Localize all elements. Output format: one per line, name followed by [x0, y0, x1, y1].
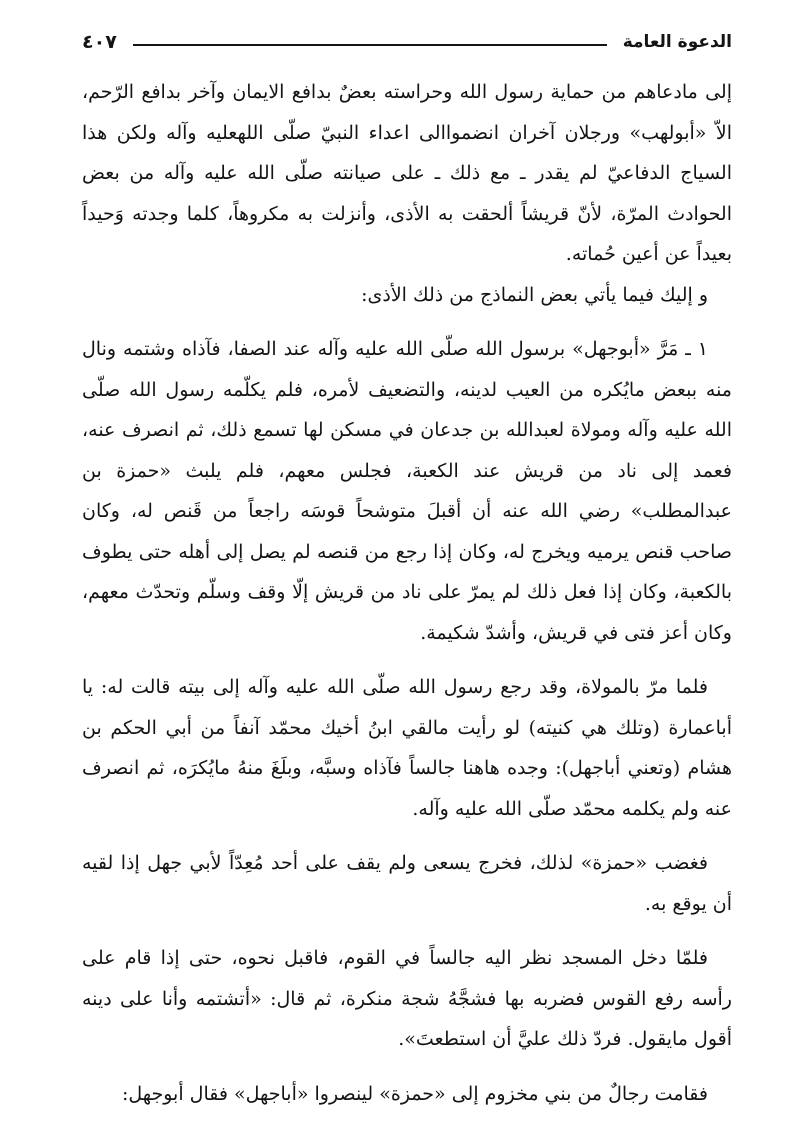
- paragraph-item-1: ١ ـ مَرَّ «أبوجهل» برسول الله صلّى الله عليه وآله عند الصفا، فآذاه وشتمه ونال منه ببعض مايُكره من العيب لدينه، والتضعيف لأمره، فلم يكلّمه رسول الله صلّى الله عليه وآله ومولاة لعبدالله بن جدعان في مسكن لها تسمع ذلك، ثم انصرف عنه، فعمد إلى ناد من قريش عند الكعبة، فجلس معهم، فلم يلبث «حمزة بن عبدالمطلب» رضي الله عنه أن أقبلَ متوشحاً قوسَه راجعاً من قَنص له، وكان صاحب قنص يرميه ويخرج له، وكان إذا رجع من قنصه لم يصل إلى أهله حتى يطوف بالكعبة، وكان إذا فعل ذلك لم يمرّ على ناد من قريش إلّا وقف وسلّم وتحدّث معهم، وكان أعز فتى في قريش، وأشدّ شكيمة.: [82, 338, 732, 644]
- book-page: [82, 22, 732, 1114]
- page-header: [82, 22, 732, 62]
- paragraph-mawla: فلما مرّ بالمولاة، وقد رجع رسول الله صلّى الله عليه وآله إلى بيته قالت له: يا أباعمارة (وتلك هي كنيته) لو رأيت مالقي ابنُ أخيك محمّد آنفاً من أبي الحكم بن هشام (وتعني أباجهل): وجده هاهنا جالساً فآذاه وسبَّه، وبلَغَ منهُ مايُكرَه، ثم انصرف عنه ولم يكلمه محمّد صلّى الله عليه وآله.: [82, 676, 732, 820]
- header-rule: [133, 44, 607, 46]
- paragraph-mosque: فلمّا دخل المسجد نظر اليه جالساً في القوم، فاقبل نحوه، حتى إذا قام على رأسه رفع القوس فضربه بها فشجَّهُ شجة منكرة، ثم قال: «أتشتمه وأنا على دينه أقول مايقول. فردّ ذلك عليَّ أن استطعتَ».: [82, 947, 732, 1050]
- running-title: الدعوة العامة: [622, 32, 732, 52]
- body-text: [82, 72, 732, 1114]
- paragraph-hamza-anger: فغضب «حمزة» لذلك، فخرج يسعى ولم يقف على أحد مُعِدّاً لأبي جهل إذا لقيه أن يوقع به.: [82, 852, 732, 915]
- paragraph-makhzum: فقامت رجالٌ من بني مخزوم إلى «حمزة» لينصروا «أباجهل» فقال أبوجهل:: [121, 1082, 708, 1105]
- page-number: ٤٠٧: [82, 31, 117, 53]
- paragraph-examples-intro: و إليك فيما يأتي بعض النماذج من ذلك الأذى:: [361, 283, 708, 306]
- paragraph-intro: إلى مادعاهم من حماية رسول الله وحراسته بعضٌ بدافع الايمان وآخر بدافع الرّحم، الاّ «أبولهب» ورجلان آخران انضمواالى اعداء النبيّ صلّى اللهعليه وآله ولكن هذا السياج الدفاعيّ لم يقدر ـ مع ذلك ـ على صيانته صلّى الله عليه وآله من بعض الحوادث المرّة، لأنّ قريشاً ألحقت به الأذى، وأنزلت به مكروهاً، كلما وجدته وَحيداً بعيداً عن أعين حُماته.: [82, 81, 732, 265]
